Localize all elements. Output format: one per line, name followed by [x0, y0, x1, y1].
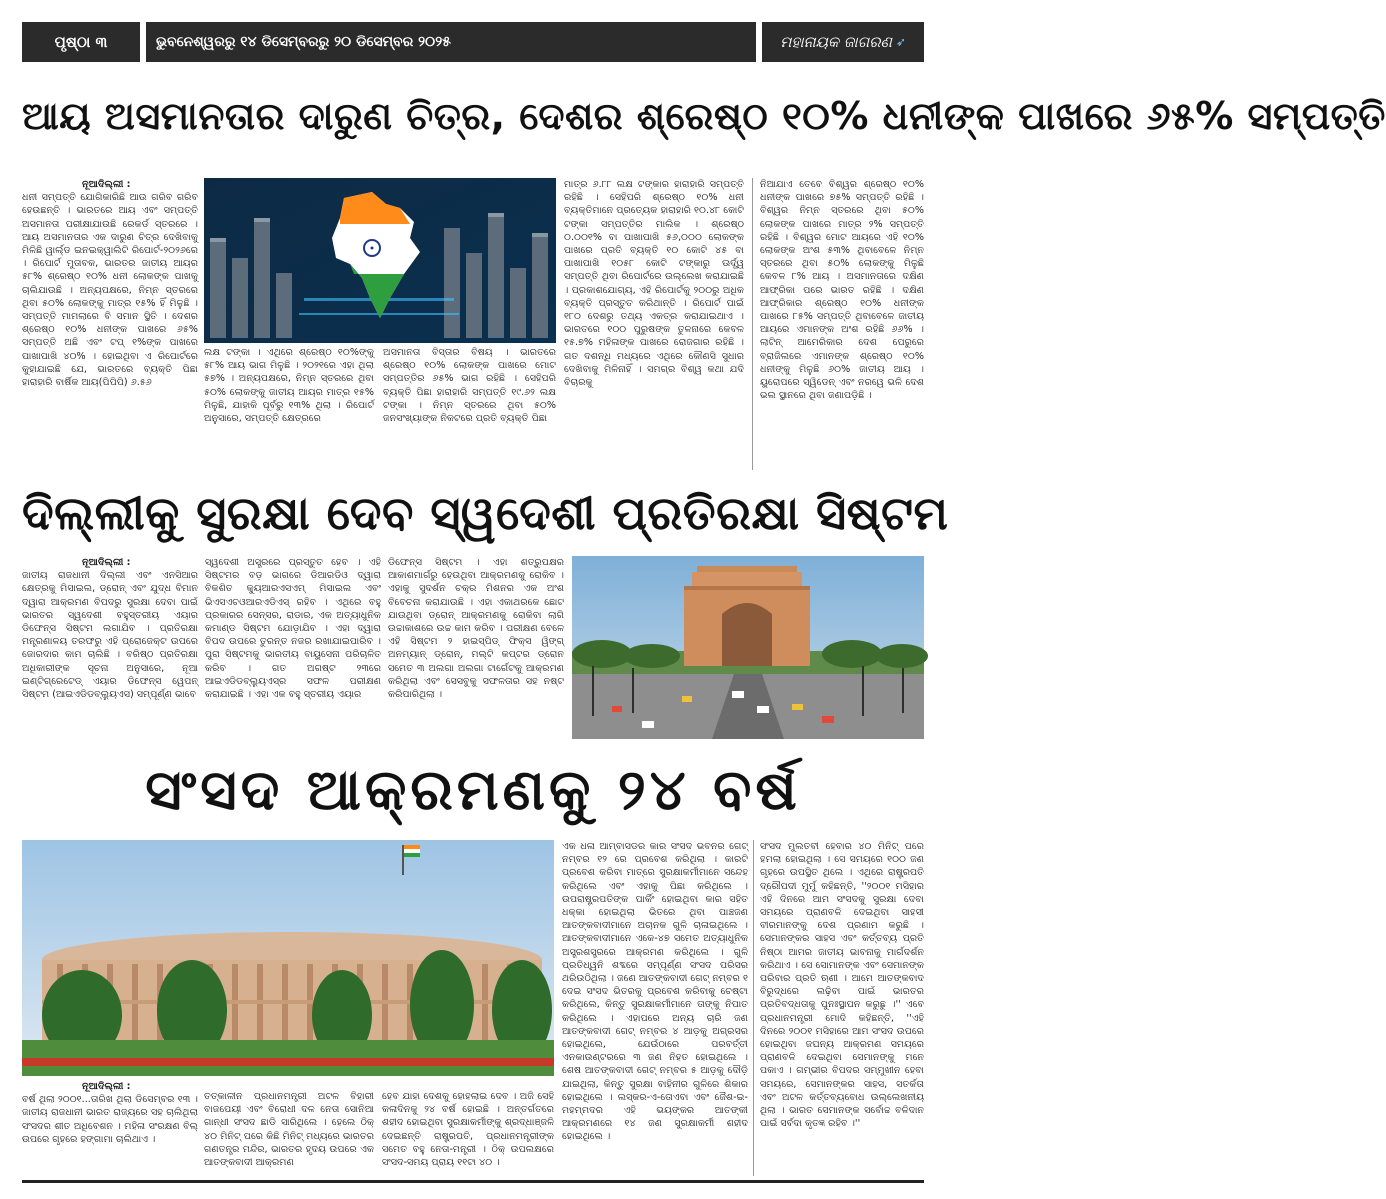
page-number-label: ପୃଷ୍ଠା ୩ [54, 33, 108, 51]
story1-headline: ଆୟ ଅସମାନତାର ଦାରୁଣ ଚିତ୍ର, ଦେଶର ଶ୍ରେଷ୍ଠ ୧୦% ଧନୀଙ୍କ ପାଖରେ ୬୫% ସମ୍ପତ୍ତି [22, 94, 1386, 138]
story2-column-2-text: ସ୍ୱଦେଶୀ ଅସ୍ତ୍ରରେ ପ୍ରସ୍ତୁତ ହେବ । ଏହି ସିଷ୍ଟମର ବଡ଼ ଭାଗରେ ଡିଆରଡିଓ ଦ୍ୱାରା ବିକଶିତ କ୍ୟୁଆରଏସଏମ୍ ମିସାଇଲ ଏବଂ ଭିଏସଏଚଓଆରଏଡିଏସ୍ ରହିବ । ଏଥିରେ ବହୁ ପ୍ରକାରର ସେନ୍ସର, ରାଡାର, ଏକ ଅତ୍ୟାଧୁନିକ କମାଣ୍ଡ ସିଷ୍ଟମ ଯୋଡ଼ାଯିବ । ଏହା ଦ୍ୱାରା ବିପଦ ଉପରେ ତୁରନ୍ତ ନଜର ରଖାଯାଇପାରିବ । ପୁରା ସିଷ୍ଟମକୁ ଭାରତୀୟ ବାୟୁସେନା ପରିଚାଳିତ କରିବ । ଗତ ଅଗଷ୍ଟ ୨୩ରେ ଆଇଏଡିଡବ୍ଲ୍ୟୁଏସ୍ର ସଫଳ ପରୀକ୍ଷଣ କରାଯାଇଛି । ଏହା ଏକ ବହୁ ସ୍ତରୀୟ ଏୟାର [205, 557, 381, 701]
story1-column-2-text: ଲକ୍ଷ ଟଙ୍କା । ଏଥିରେ ଶ୍ରେଷ୍ଠ ୧୦%ଙ୍କୁ ୫୮% ଆୟ ଭାଗ ମିଳୁଛି । ୨୦୨୧ରେ ଏହା ଥିଲା ୫୭% । ଅନ୍ୟପକ୍ଷରେ, ନିମ୍ନ ସ୍ତରରେ ଥିବା ୫୦% ଲୋକଙ୍କୁ ଜାତୀୟ ଆୟର ମାତ୍ର ୧୫% ମିଳୁଛି, ଯାହାକି ପୂର୍ବରୁ ୧୩% ଥିଲା । ରିପୋର୍ଟ ଅନୁସାରେ, ସମ୍ପତ୍ତି କ୍ଷେତ୍ରରେ [204, 347, 374, 425]
page-number-badge [22, 22, 140, 62]
story2-photo-india-gate [572, 556, 924, 739]
story1-dateline: ନୂଆଦିଲ୍ଲୀ : [82, 179, 131, 190]
story2-column-1-text: ଜାତୀୟ ରାଜଧାନୀ ଦିଲ୍ଲୀ ଏବଂ ଏନସିଆର କ୍ଷେତ୍ରକୁ ମିସାଇଲ, ଡ୍ରୋନ୍ ଏବଂ ଯୁଦ୍ଧ ବିମାନ ଦ୍ୱାରା ଆକ୍ରମଣ ବିପଦରୁ ସୁରକ୍ଷା ଦେବା ପାଇଁ ଭାରତର ସ୍ୱଦେଶୀ ବହୁସ୍ତରୀୟ ଏୟାର ଡିଫେନ୍ସ ସିଷ୍ଟମ ଲଗାଯିବ । ପ୍ରତିରକ୍ଷା ମନ୍ତ୍ରଣାଳୟ ତରଫରୁ ଏହି ପ୍ରୋଜେକ୍ଟ ଉପରେ ଜୋରଦାର କାମ ଚାଲିଛି । ବରିଷ୍ଠ ପ୍ରତିରକ୍ଷା ଅଧିକାରୀଙ୍କ ସୂଚନା ଅନୁସାରେ, ନୂଆ ଇଣ୍ଟିଗ୍ରେଟେଡ୍ ଏୟାର ଡିଫେନ୍ସ ୱେପନ୍ ସିଷ୍ଟମ (ଆଇଏଡିଡବ୍ଲ୍ୟୁଏସ) ସମ୍ପୂର୍ଣ୍ଣ ଭାବେ [22, 570, 198, 701]
story1-column-5 [760, 178, 924, 470]
story1-column-3-text: ଅସମାନତା ବିସ୍ତାର ବିଷୟ । ଭାରତରେ ଶ୍ରେଷ୍ଠ ୧୦% ଲୋକଙ୍କ ପାଖରେ ମୋଟ ସମ୍ପତ୍ତିର ୬୫% ଭାଗ ରହିଛି । ସେହିପରି ବ୍ୟକ୍ତି ପିଛା ହାରାହାରି ସମ୍ପତ୍ତି ୧୯.୬୨ ଲକ୍ଷ ଟଙ୍କା । ନିମ୍ନ ସ୍ତରରେ ଥିବା ୫୦% ଜନସଂଖ୍ୟାଙ୍କ ନିକଟରେ ପ୍ରତି ବ୍ୟକ୍ତି ପିଛା [383, 347, 556, 425]
story2-column-3-text: ଡିଫେନ୍ସ ସିଷ୍ଟମ । ଏହା ଶତ୍ରୁପକ୍ଷର ଆକାଶମାର୍ଗରୁ ହେଉଥିବା ଆକ୍ରମଣକୁ ରୋକିବ । ଏହାକୁ ସୁଦର୍ଶନ ଚକ୍ର ମିଶନର ଏକ ଅଂଶ ବିବେଚନା କରାଯାଉଛି । ଏହା ଏକାଥରକେ ଛୋଟ ଯାଉଥିବା ଡ୍ରୋନ୍ ଆକ୍ରମଣକୁ ରୋକିବା ଲାଗି ଉଚ୍ଚାକାଶରେ ଉଚ୍ଚ କାମ କରିବ । ପରୀକ୍ଷଣ ବେଳେ ଏହି ସିଷ୍ଟମ ୨ ହାଇସ୍ପିଡ୍ ଫିକ୍ସ ୱିଙ୍ଗ୍ ଅନମ୍ୟାନ୍ ଡ୍ରୋନ୍, ମଲ୍ଟି କପ୍ଟର ଡ୍ରୋନ ସମେତ ୩ ଅଲଗା ଅଲଗା ଟାର୍ଗେଟକୁ ଆକ୍ରମଣ କରିଥିଲା ଏବଂ ସେସବୁକୁ ସଫଳତାର ସହ ନଷ୍ଟ କରିପାରିଥିଲା । [388, 557, 564, 701]
story3-dateline: ନୂଆଦିଲ୍ଲୀ : [82, 1081, 131, 1092]
story3-column-2-text: ତତ୍କାଳୀନ ପ୍ରଧାନମନ୍ତ୍ରୀ ଅଟଳ ବିହାରୀ ବାଜପେୟୀ ଏବଂ ବିରୋଧୀ ଦଳ ନେତା ସୋନିଆ ଗାନ୍ଧୀ ସଂସଦ ଛାଡି ସାରିଥିଲେ । ହେଲେ ଠିକ୍ ୪୦ ମିନିଟ୍ ପରେ କିଛି ମିନିଟ୍ ମଧ୍ୟରେ ଭାରତର ଗଣତନ୍ତ୍ର ମନ୍ଦିର, ଭାରତର ହୃଦୟ ଉପରେ ଏକ ଆତଙ୍କବାଦୀ ଆକ୍ରମଣ [204, 1091, 374, 1169]
column-divider [753, 840, 754, 1176]
story2-column-1 [22, 556, 198, 744]
masthead-brand [762, 22, 924, 62]
story3-column-4 [562, 840, 748, 1176]
story3-headline: ସଂସଦ ଆକ୍ରମଣକୁ ୨୪ ବର୍ଷ [145, 758, 801, 823]
story3-column-5 [760, 840, 924, 1176]
story3-column-3 [382, 1090, 554, 1176]
date-range-label: ଭୁବନେଶ୍ୱରରୁ ୧୪ ଡିସେମ୍ବରରୁ ୨୦ ଡିସେମ୍ବର ୨୦୨୫ [156, 34, 451, 50]
bottom-rule [22, 1180, 924, 1183]
story2-column-2 [205, 556, 381, 744]
story2-dateline: ନୂଆଦିଲ୍ଲୀ : [82, 557, 131, 568]
story3-column-5-text: ସଂସଦ ମୁଲତବୀ ହେବାର ୪୦ ମିନିଟ୍ ପରେ ହମଲା ହୋଇଥିଲା । ସେ ସମୟରେ ୧୦୦ ଜଣ ଗୃହରେ ଉପସ୍ଥିତ ଥିଲେ । ଏଥିରେ ରାଷ୍ଟ୍ରପତି ଦ୍ରୌପଦୀ ମୁର୍ମୁ କହିଛନ୍ତି, ''୨୦୦୧ ମସିହାର ଏହି ଦିନରେ ଆମ ସଂସଦକୁ ସୁରକ୍ଷା ଦେବା ସମୟରେ ପ୍ରାଣବଳି ଦେଇଥିବା ସାହସୀ ବୀରମାନଙ୍କୁ ଦେଶ ପ୍ରଣାମ କରୁଛି । ସେମାନଙ୍କର ସାହସ ଏବଂ କର୍ତ୍ତବ୍ୟ ପ୍ରତି ନିଷ୍ଠା ଆମର ଜାତୀୟ ଭାବନାକୁ ମାର୍ଗଦର୍ଶନ କରିଥାଏ । ସେ ସୋମାନଙ୍କ ଏବଂ ସେମାନଙ୍କ ପରିବାର ପ୍ରତି ଋଣୀ । ଆମେ ଆତଙ୍କବାଦ ବିରୁଦ୍ଧରେ ଲଢ଼ିବା ପାଇଁ ଭାରତର ପ୍ରତିବଦ୍ଧତାକୁ ପୁନଃସ୍ଥାପନ କରୁଛୁ ।'' ଏବେ ପ୍ରଧାନମନ୍ତ୍ରୀ ମୋଦି କହିଛନ୍ତି, ''ଏହି ଦିନରେ ୨୦୦୧ ମସିହାରେ ଆମ ସଂସଦ ଉପରେ ହୋଇଥିବା ଜଘନ୍ୟ ଆକ୍ରମଣ ସମୟରେ ପ୍ରାଣବଳି ଦେଇଥିବା ସେମାନଙ୍କୁ ମନେ ପକାଏ । ଗମ୍ଭୀର ବିପଦର ସମ୍ମୁଖୀନ ହେବା ସମୟରେ, ସେମାନଙ୍କର ସାହସ, ସତର୍କତା ଏବଂ ଅଟଳ କର୍ତ୍ତବ୍ୟବୋଧ ଉଲ୍ଲେଖନୀୟ ଥିଲା । ଭାରତ ସେମାନଙ୍କ ସର୍ବୋଚ୍ଚ ବଳିଦାନ ପାଇଁ ସର୍ବଦା କୃତଜ୍ଞ ରହିବ ।'' [760, 841, 924, 1130]
bird-icon: ➶ [895, 35, 906, 49]
story1-column-2 [204, 346, 374, 470]
story1-column-1 [22, 178, 198, 470]
story1-column-3 [383, 346, 556, 470]
story2-headline: ଦିଲ୍ଲୀକୁ ସୁରକ୍ଷା ଦେବ ସ୍ୱଦେଶୀ ପ୍ରତିରକ୍ଷା ସିଷ୍ଟମ [22, 486, 949, 540]
story1-column-1-text: ଧନୀ ସମ୍ପତ୍ତି ଯୋଗିକାରିଛି ଆଉ ଗରିବ ଗରିବ ହେଉଛନ୍ତି । ଭାରତରେ ଆୟ ଏବଂ ସମ୍ପତ୍ତି ଅସମାନତା ପରୀକ୍ଷାଯାଉଛି ରେକର୍ଡ ସ୍ତରରେ । ଆୟ ଅସମାନତାର ଏକ ଦାରୁଣ ଚିତ୍ର ଦେଖିବାକୁ ମିଳିଛି ୱାର୍ଲ୍ଡ ଇନଇକ୍ୱାଲିଟି ରିପୋର୍ଟ-୨୦୨୬ରେ । ରିପୋର୍ଟ ମୁତାବକ, ଭାରତର ଜାତୀୟ ଆୟର ୫୮% ଶ୍ରେଷ୍ଠ ୧୦% ଧନୀ ଲୋକଙ୍କ ପାଖକୁ ଚାଲିଯାଉଛି । ଅନ୍ୟପକ୍ଷରେ, ନିମ୍ନ ସ୍ତରରେ ଥିବା ୫୦% ଲୋକଙ୍କୁ ମାତ୍ର ୧୫% ହିଁ ମିଳୁଛି । ସମ୍ପତ୍ତି ମାମଲାରେ ବି ସମାନ ସ୍ଥିତି । ଦେଶର ଶ୍ରେଷ୍ଠ ୧୦% ଧନୀଙ୍କ ପାଖରେ ୬୫% ସମ୍ପତ୍ତି ଅଛି ଏବଂ ଟପ୍ ୧%ଙ୍କ ପାଖରେ ପାଖାପାଖି ୪୦% । ହୋଇଥିବା ଏ ରିପୋର୍ଟରେ କୁହାଯାଇଛି ଯେ, ଭାରତରେ ବ୍ୟକ୍ତି ପିଛା ହାରାହାରି ବାର୍ଷିକ ଆୟ(ପିପିପି) ୬.୫୬ [22, 192, 198, 389]
story2-column-3 [388, 556, 564, 744]
story3-column-4-text: ଏକ ଧଳା ଆମ୍ବାସଡର କାର ସଂସଦ ଭବନର ଗେଟ୍ ନମ୍ବର ୧୨ ରେ ପ୍ରବେଶ କରିଥିଲା । କାରଟି ପ୍ରବେଶ କରିବା ମାତ୍ରେ ସୁରକ୍ଷାକର୍ମୀମାନେ ସନ୍ଦେହ କରିଥିଲେ ଏବଂ ଏହାକୁ ପିଛା କରିଥିଲେ । ଉପରାଷ୍ଟ୍ରପତିଙ୍କ ପାର୍କିଂ ହୋଇଥିବା କାର ସହିତ ଧକ୍କା ହୋଇଥିଲା ଭିତରେ ଥିବା ପାଞ୍ଚଜଣ ଆତଙ୍କବାଦୀମାନେ ଅଚାନକ ଗୁଳି ଚାଳାଇଥିଲେ । ଆତଙ୍କବାଦୀମାନେ ଏକେ-୪୭ ସମେତ ଅତ୍ୟାଧୁନିକ ଅସ୍ତ୍ରଶସ୍ତ୍ରରେ ଆକ୍ରମଣ କରିଥିଲେ । ଗୁଳି ପ୍ରତିଧ୍ୱନି ଶବ୍ଦରେ ସମ୍ପୂର୍ଣ୍ଣ ସଂସଦ ପରିସର ଥରିଉଠିଥିଲା । ଜଣେ ଆତଙ୍କବାଦୀ ଗେଟ୍ ନମ୍ବର ୧ ଦେଇ ସଂସଦ ଭିତରକୁ ପ୍ରବେଶ କରିବାକୁ ଚେଷ୍ଟା କରିଥିଲେ, କିନ୍ତୁ ସୁରକ୍ଷାକର୍ମୀମାନେ ତାଙ୍କୁ ନିପାତ କରିଥିଲେ । ଏହାପରେ ଅନ୍ୟ ଚାରି ଜଣ ଆତଙ୍କବାଦୀ ଗେଟ୍ ନମ୍ବର ୪ ଆଡ଼କୁ ଅଗ୍ରସର ହୋଇଥିଲେ, ଯେଉଁଠାରେ ପରବର୍ତ୍ତୀ ଏନକାଉଣ୍ଟରରେ ୩ ଜଣ ନିହତ ହୋଇଥିଲେ । ଶେଷ ଆତଙ୍କବାଦୀ ଗେଟ୍ ନମ୍ବର ୫ ଆଡ଼କୁ ଦୌଡ଼ି ଯାଇଥିଲା, କିନ୍ତୁ ସୁରକ୍ଷା ବାହିନୀର ଗୁଳିରେ ଶିକାର ହୋଇଥିଲେ । ଲସ୍କର-ଏ-ତୋଏବା ଏବଂ ଜୈଶ-ଇ-ମହମ୍ମଦର ଏହି ଭୟଙ୍କର ଆତଙ୍କୀ ଆକ୍ରମଣରେ ୧୪ ଜଣ ସୁରକ୍ଷାକର୍ମୀ ଶହୀଦ ହୋଇଥିଲେ । [562, 841, 748, 1143]
story3-column-1-text: ବର୍ଷ ଥିଲା ୨୦୦୧...ତାରିଖ ଥିଲା ଡିସେମ୍ବର ୧୩ । ଜାତୀୟ ରାଜଧାନୀ ଭାରତ ରାଜ୍ୟରେ ସହ ଚାଲିଥିଲା ସଂସଦର ଶୀତ ଅଧିବେଶନ । ମହିଳା ସଂରକ୍ଷଣ ବିଲ୍ ଉପରେ ଗୃହରେ ହଙ୍ଗାମା ଚାଲିଥାଏ । [22, 1094, 198, 1145]
date-range-bar [146, 22, 756, 62]
story1-column-4 [564, 178, 744, 470]
column-divider [752, 178, 753, 470]
story3-column-2 [204, 1090, 374, 1176]
story1-column-5-text: ନିଆଯାଏ ତେବେ ବିଶ୍ୱର ଶ୍ରେଷ୍ଠ ୧୦% ଧନୀଙ୍କ ପାଖରେ ୭୫% ସମ୍ପତ୍ତି ରହିଛି । ବିଶ୍ୱର ନିମ୍ନ ସ୍ତରରେ ଥିବା ୫୦% ଲୋକଙ୍କ ପାଖରେ ମାତ୍ର ୨% ସମ୍ପତ୍ତି ରହିଛି । ବିଶ୍ୱର ମୋଟ ଆୟରେ ଏହି ୧୦% ଲୋକଙ୍କ ଅଂଶ ୫୩% ଥିବାବେଳେ ନିମ୍ନ ସ୍ତରରେ ଥିବା ୫୦% ଲୋକଙ୍କୁ ମିଳୁଛି କେବଳ ୮% ଆୟ । ଅସମାନତାରେ ଦକ୍ଷିଣ ଆଫ୍ରିକା ପରେ ଭାରତ ରହିଛି । ଦକ୍ଷିଣ ଆଫ୍ରିକାର ଶ୍ରେଷ୍ଠ ୧୦% ଧନୀଙ୍କ ପାଖରେ ୮୫% ସମ୍ପତ୍ତି ଥିବାବେଳେ ଜାତୀୟ ଆୟରେ ଏମାନଙ୍କ ଅଂଶ ରହିଛି ୬୬% । ଲାଟିନ୍ ଆମେରିକାର ଦେଶ ପେରୁରେ ବ୍ରାଜିଲରେ ଏମାନଙ୍କ ଶ୍ରେଷ୍ଠ ୧୦% ଧନୀଙ୍କୁ ମିଳୁଛି ୬୦% ଜାତୀୟ ଆୟ । ୟୁରୋପରେ ସ୍ୱିଡେନ୍ ଏବଂ ନରୱେ ଭଳି ଦେଶ ଭଲ ସ୍ଥାନରେ ଥିବା ଜଣାପଡ଼ିଛି । [760, 179, 924, 402]
story1-column-4-text: ମାତ୍ର ୬.୮୮ ଲକ୍ଷ ଟଙ୍କାର ହାରାହାରି ସମ୍ପତ୍ତି ରହିଛି । ସେହିପରି ଶ୍ରେଷ୍ଠ ୧୦% ଧନୀ ବ୍ୟକ୍ତିମାନେ ପ୍ରତ୍ୟେକ ହାରାହାରି ୧୦.୪୮ କୋଟି ଟଙ୍କା ସମ୍ପତ୍ତିର ମାଲିକ । ଶ୍ରେଷ୍ଠ ୦.୦୦୧% ବା ପାଖାପାଖି ୫୬,୦୦୦ ଲୋକଙ୍କ ପାଖରେ ପ୍ରତି ବ୍ୟକ୍ତି ୧୦ କୋଟି ୪୫ ବା ପାଖାପାଖି ୧୦୫୮ କୋଟି ଟଙ୍କାରୁ ଊର୍ଦ୍ଧ୍ୱ ସମ୍ପତ୍ତି ଥିବା ରିପୋର୍ଟରେ ଉଲ୍ଲେଖ କରାଯାଇଛି । ପ୍ରକାଶଯୋଗ୍ୟ, ଏହି ରିପୋର୍ଟକୁ ୨୦୦ରୁ ଅଧିକ ବ୍ୟକ୍ତି ପ୍ରସ୍ତୁତ କରିଥାନ୍ତି । ରିପୋର୍ଟ ପାଇଁ ୧୮୦ ଦେଶରୁ ତଥ୍ୟ ଏକତ୍ର କରାଯାଇଥାଏ । ଭାରତରେ ୧୦୦ ପୁରୁଷଙ୍କ ତୁଳନାରେ କେବଳ ୧୫.୭% ମହିଳାଙ୍କ ପାଖରେ ରୋଜଗାର ରହିଛି । ଗତ ଦଶନ୍ଧି ମଧ୍ୟରେ ଏଥିରେ କୌଣସି ସୁଧାର ଦେଖିବାକୁ ମିଳିନାହିଁ । ସମଗ୍ର ବିଶ୍ୱ କଥା ଯଦି ବିଚାରକୁ [564, 179, 744, 389]
story1-photo-india-map-coins [204, 178, 556, 343]
story3-column-1 [22, 1080, 198, 1176]
story3-photo-parliament-house [22, 840, 554, 1076]
brand-name: ମହାନାୟକ ଜାଗରଣ [780, 33, 892, 51]
story3-column-3-text: ହେବ ଯାହା ଦେଶକୁ ହୋହଲାଇ ଦେବ । ଅଜି ସେହି କଳାଦିନକୁ ୨୪ ବର୍ଷ ହୋଇଛି । ଅନ୍ତର୍ଗତରେ ଶହୀଦ ହୋଇଥିବା ସୁରକ୍ଷାକର୍ମୀଙ୍କୁ ଶ୍ରଦ୍ଧାଞ୍ଜଳି ଦେଇଛନ୍ତି ରାଷ୍ଟ୍ରପତି, ପ୍ରଧାନମନ୍ତ୍ରୀଙ୍କ ସମେତ ବହୁ ନେତା-ମନ୍ତ୍ରୀ । ଠିକ୍ ଉପଲକ୍ଷରେ ସଂସଦ-ସମୟ ପ୍ରାୟ ୧୧ଟା ୪୦ । [382, 1091, 554, 1169]
